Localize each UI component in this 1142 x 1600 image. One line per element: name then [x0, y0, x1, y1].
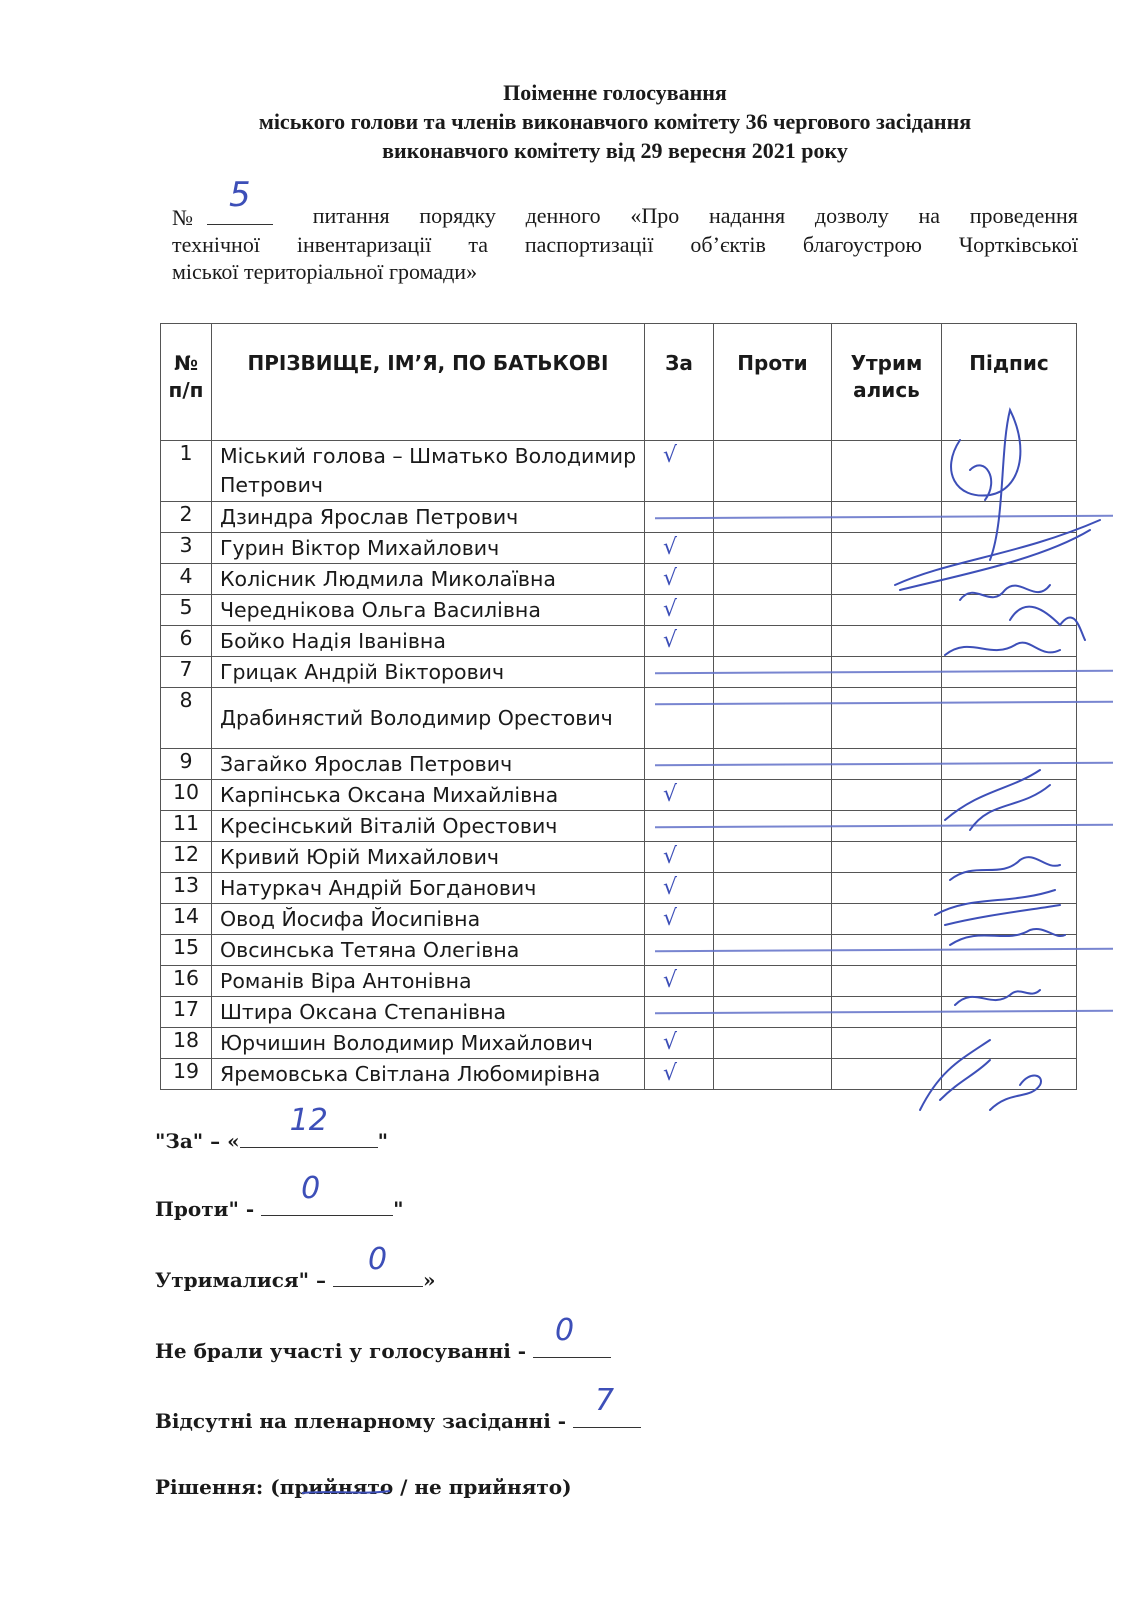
- row-vote-za: [645, 935, 714, 966]
- row-sign: [942, 904, 1077, 935]
- row-number: 9: [161, 749, 212, 780]
- check-mark-icon: √: [663, 906, 678, 931]
- row-number: 1: [161, 441, 212, 502]
- vote-mark: [645, 441, 713, 501]
- question-line-3: міської територіальної громади»: [172, 259, 478, 284]
- row-name: Овод Йосифа Йосипівна: [212, 904, 645, 935]
- decision-underline: [300, 1488, 392, 1496]
- header-title: Поіменне голосування: [503, 80, 727, 105]
- row-proty: [714, 564, 832, 595]
- vote-mark: [645, 564, 713, 594]
- vote-mark: [645, 997, 713, 1027]
- check-mark-icon: √: [663, 597, 678, 622]
- tally-ne-braly-value: 0: [555, 1313, 575, 1348]
- header-name: ПРІЗВИЩЕ, ІМ’Я, ПО БАТЬКОВІ: [212, 324, 645, 441]
- question-line-2: [172, 231, 1078, 258]
- table-row: [161, 997, 1077, 1028]
- row-name: Кривий Юрій Михайлович: [212, 842, 645, 873]
- question-prefix: № 5: [172, 202, 283, 231]
- table-row: [161, 966, 1077, 997]
- row-number: 13: [161, 873, 212, 904]
- row-utrym: [832, 842, 942, 873]
- row-vote-za: [645, 1028, 714, 1059]
- row-name: Загайко Ярослав Петрович: [212, 749, 645, 780]
- check-mark-icon: √: [663, 968, 678, 993]
- row-utrym: [832, 1059, 942, 1090]
- row-name: Романів Віра Антонівна: [212, 966, 645, 997]
- row-utrym: [832, 904, 942, 935]
- row-name: Міський голова – Шматько Володимир Петрович: [212, 441, 645, 502]
- row-proty: [714, 842, 832, 873]
- check-mark-icon: √: [663, 875, 678, 900]
- row-utrym: [832, 441, 942, 502]
- row-vote-za: [645, 873, 714, 904]
- row-number: 19: [161, 1059, 212, 1090]
- row-name: Драбинястий Володимир Орестович: [212, 688, 645, 749]
- row-proty: [714, 626, 832, 657]
- row-name: Юрчишин Володимир Михайлович: [212, 1028, 645, 1059]
- table-row: [161, 749, 1077, 780]
- vote-mark: [645, 873, 713, 903]
- row-vote-za: [645, 904, 714, 935]
- question-line-1: [172, 175, 1078, 231]
- table-row: [161, 595, 1077, 626]
- vote-mark: [645, 811, 713, 841]
- table-row: [161, 688, 1077, 749]
- table-row: [161, 441, 1077, 502]
- row-sign: [942, 688, 1077, 749]
- row-sign: [942, 842, 1077, 873]
- row-number: 17: [161, 997, 212, 1028]
- row-vote-za: [645, 749, 714, 780]
- check-mark-icon: √: [663, 535, 678, 560]
- header-utrymalys: Утрим ались: [832, 324, 942, 441]
- row-number: 2: [161, 502, 212, 533]
- row-name: Кресінський Віталій Орестович: [212, 811, 645, 842]
- question-word: питання: [312, 203, 390, 228]
- table-row: [161, 904, 1077, 935]
- check-mark-icon: √: [663, 443, 678, 468]
- row-vote-za: [645, 997, 714, 1028]
- row-sign: [942, 564, 1077, 595]
- row-number: 16: [161, 966, 212, 997]
- row-proty: [714, 688, 832, 749]
- row-vote-za: [645, 842, 714, 873]
- question-word: технічної: [172, 232, 260, 257]
- vote-mark: [645, 595, 713, 625]
- question-word: паспортизації: [524, 232, 654, 257]
- row-proty: [714, 1059, 832, 1090]
- table-body: [161, 441, 1077, 1090]
- table-row: [161, 1028, 1077, 1059]
- tally-ne-braly-slot: [533, 1313, 611, 1358]
- tally-utrymalys-value: 0: [368, 1242, 388, 1277]
- question-word: порядку: [419, 203, 496, 228]
- table-header-row: [161, 324, 1077, 441]
- question-word: та: [468, 232, 488, 257]
- question-word: Чортківської: [958, 232, 1078, 257]
- header-za: За: [645, 324, 714, 441]
- decision-underline-stroke: [302, 1491, 390, 1493]
- row-name: Карпінська Оксана Михайлівна: [212, 780, 645, 811]
- question-word: на: [918, 203, 940, 228]
- question-word: дозволу: [814, 203, 889, 228]
- tally-vidsutni: Відсутні на пленарному засіданні - 7: [155, 1405, 641, 1433]
- table-row: [161, 780, 1077, 811]
- tally-ne-braly: Не брали участі у голосуванні - 0: [155, 1335, 611, 1363]
- table-row: [161, 533, 1077, 564]
- row-name: Яремовська Світлана Любомирівна: [212, 1059, 645, 1090]
- table-row: [161, 626, 1077, 657]
- row-vote-za: [645, 564, 714, 595]
- vote-mark: [645, 1059, 713, 1089]
- row-proty: [714, 595, 832, 626]
- row-vote-za: [645, 966, 714, 997]
- row-vote-za: [645, 626, 714, 657]
- tally-vidsutni-slot: [573, 1383, 641, 1428]
- row-name: Колісник Людмила Миколаївна: [212, 564, 645, 595]
- vote-mark: [645, 688, 713, 748]
- row-utrym: [832, 564, 942, 595]
- table-row: [161, 657, 1077, 688]
- row-name: Череднікова Ольга Василівна: [212, 595, 645, 626]
- agenda-question: [172, 175, 1078, 285]
- row-sign: [942, 626, 1077, 657]
- row-utrym: [832, 780, 942, 811]
- table-row: [161, 811, 1077, 842]
- row-number: 8: [161, 688, 212, 749]
- vote-mark: [645, 780, 713, 810]
- question-word: проведення: [969, 203, 1078, 228]
- check-mark-icon: √: [663, 566, 678, 591]
- vote-mark: [645, 904, 713, 934]
- row-utrym: [832, 873, 942, 904]
- row-vote-za: [645, 811, 714, 842]
- row-utrym: [832, 595, 942, 626]
- tally-utrymalys-slot: [333, 1242, 423, 1287]
- tally-za-value: 12: [289, 1103, 328, 1138]
- row-sign: [942, 1028, 1077, 1059]
- vote-mark: [645, 626, 713, 656]
- row-sign: [942, 780, 1077, 811]
- row-vote-za: [645, 688, 714, 749]
- row-sign: [942, 1059, 1077, 1090]
- tally-proty-value: 0: [301, 1171, 321, 1206]
- row-name: Натуркач Андрій Богданович: [212, 873, 645, 904]
- row-number: 6: [161, 626, 212, 657]
- question-word: об’єктів: [690, 232, 766, 257]
- vote-mark: [645, 842, 713, 872]
- question-word: благоустрою: [802, 232, 922, 257]
- question-word: денного: [525, 203, 601, 228]
- row-proty: [714, 441, 832, 502]
- row-vote-za: [645, 1059, 714, 1090]
- row-name: Штира Оксана Степанівна: [212, 997, 645, 1028]
- row-utrym: [832, 533, 942, 564]
- table-row: [161, 842, 1077, 873]
- row-number: 7: [161, 657, 212, 688]
- row-proty: [714, 873, 832, 904]
- row-vote-za: [645, 780, 714, 811]
- row-number: 12: [161, 842, 212, 873]
- row-proty: [714, 533, 832, 564]
- header-num: № п/п: [161, 324, 212, 441]
- tally-proty: Проти" - 0 ": [155, 1171, 404, 1221]
- row-proty: [714, 904, 832, 935]
- check-mark-icon: √: [663, 844, 678, 869]
- row-number: 18: [161, 1028, 212, 1059]
- row-utrym: [832, 1028, 942, 1059]
- check-mark-icon: √: [663, 1030, 678, 1055]
- row-sign: [942, 873, 1077, 904]
- row-name: Дзиндра Ярослав Петрович: [212, 502, 645, 533]
- row-name: Гурин Віктор Михайлович: [212, 533, 645, 564]
- check-mark-icon: √: [663, 782, 678, 807]
- vote-mark: [645, 966, 713, 996]
- row-name: Грицак Андрій Вікторович: [212, 657, 645, 688]
- vote-mark: [645, 749, 713, 779]
- row-utrym: [832, 626, 942, 657]
- row-proty: [714, 966, 832, 997]
- row-number: 3: [161, 533, 212, 564]
- question-number-handwritten: 5: [229, 175, 251, 215]
- question-word: надання: [708, 203, 786, 228]
- tally-proty-slot: [261, 1171, 393, 1216]
- vote-mark: [645, 502, 713, 532]
- tally-za: "За" – « 12 ": [155, 1103, 389, 1153]
- row-sign: [942, 533, 1077, 564]
- document-header: [150, 78, 1080, 165]
- row-proty: [714, 780, 832, 811]
- row-number: 4: [161, 564, 212, 595]
- table-row: [161, 502, 1077, 533]
- vote-mark: [645, 657, 713, 687]
- vote-mark: [645, 1028, 713, 1058]
- row-vote-za: [645, 657, 714, 688]
- table-row: [161, 564, 1077, 595]
- tally-utrymalys: Утрималися" – 0 »: [155, 1242, 436, 1292]
- vote-mark: [645, 533, 713, 563]
- decision-line: Рішення: (прийнято / не прийнято): [155, 1475, 572, 1499]
- row-sign: [942, 441, 1077, 502]
- tally-vidsutni-value: 7: [595, 1383, 615, 1418]
- row-vote-za: [645, 533, 714, 564]
- row-utrym: [832, 688, 942, 749]
- row-vote-za: [645, 502, 714, 533]
- row-vote-za: [645, 441, 714, 502]
- row-number: 5: [161, 595, 212, 626]
- roll-call-table: [160, 323, 1077, 1090]
- row-number: 10: [161, 780, 212, 811]
- row-name: Овсинська Тетяна Олегівна: [212, 935, 645, 966]
- row-number: 11: [161, 811, 212, 842]
- header-subtitle: міського голови та членів виконавчого комітету 36 чергового засідання: [258, 109, 972, 134]
- row-sign: [942, 595, 1077, 626]
- vote-mark: [645, 935, 713, 965]
- question-word: інвентаризації: [296, 232, 432, 257]
- row-proty: [714, 1028, 832, 1059]
- table-row: [161, 1059, 1077, 1090]
- question-word: «Про: [630, 203, 680, 228]
- header-date: виконавчого комітету від 29 вересня 2021 року: [382, 138, 848, 163]
- table-row: [161, 935, 1077, 966]
- header-pidpys: Підпис: [942, 324, 1077, 441]
- row-number: 14: [161, 904, 212, 935]
- header-proty: Проти: [714, 324, 832, 441]
- table-row: [161, 873, 1077, 904]
- check-mark-icon: √: [663, 1061, 678, 1086]
- row-name: Бойко Надія Іванівна: [212, 626, 645, 657]
- check-mark-icon: √: [663, 628, 678, 653]
- row-sign: [942, 966, 1077, 997]
- row-vote-za: [645, 595, 714, 626]
- row-utrym: [832, 966, 942, 997]
- row-number: 15: [161, 935, 212, 966]
